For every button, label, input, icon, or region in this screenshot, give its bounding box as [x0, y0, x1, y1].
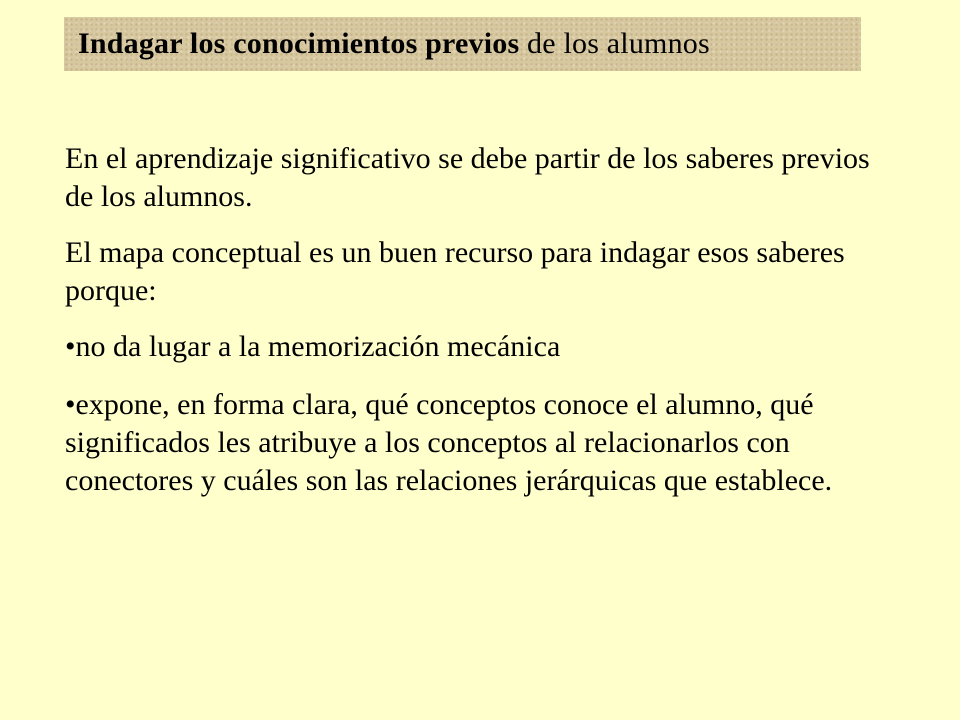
- bullet-item-memorization: •no da lugar a la memorización mecánica: [65, 330, 561, 363]
- page-title-rest: de los alumnos: [519, 27, 710, 60]
- slide-body: [65, 140, 885, 520]
- bullet-item-exposes-concepts: •expone, en forma clara, qué conceptos conoce el alumno, qué significados les atribuye a los conceptos al relacionarlos con conectores y cuáles son las relaciones jerárquicas que establece.: [65, 388, 833, 497]
- title-bar: [64, 17, 861, 71]
- paragraph-intro: En el aprendizaje significativo se debe partir de los saberes previos de los alumnos.: [65, 142, 870, 213]
- paragraph-concept-map: El mapa conceptual es un buen recurso para indagar esos saberes porque:: [65, 236, 845, 307]
- page-title: [78, 29, 710, 59]
- page-title-bold: Indagar los conocimientos previos: [78, 27, 520, 60]
